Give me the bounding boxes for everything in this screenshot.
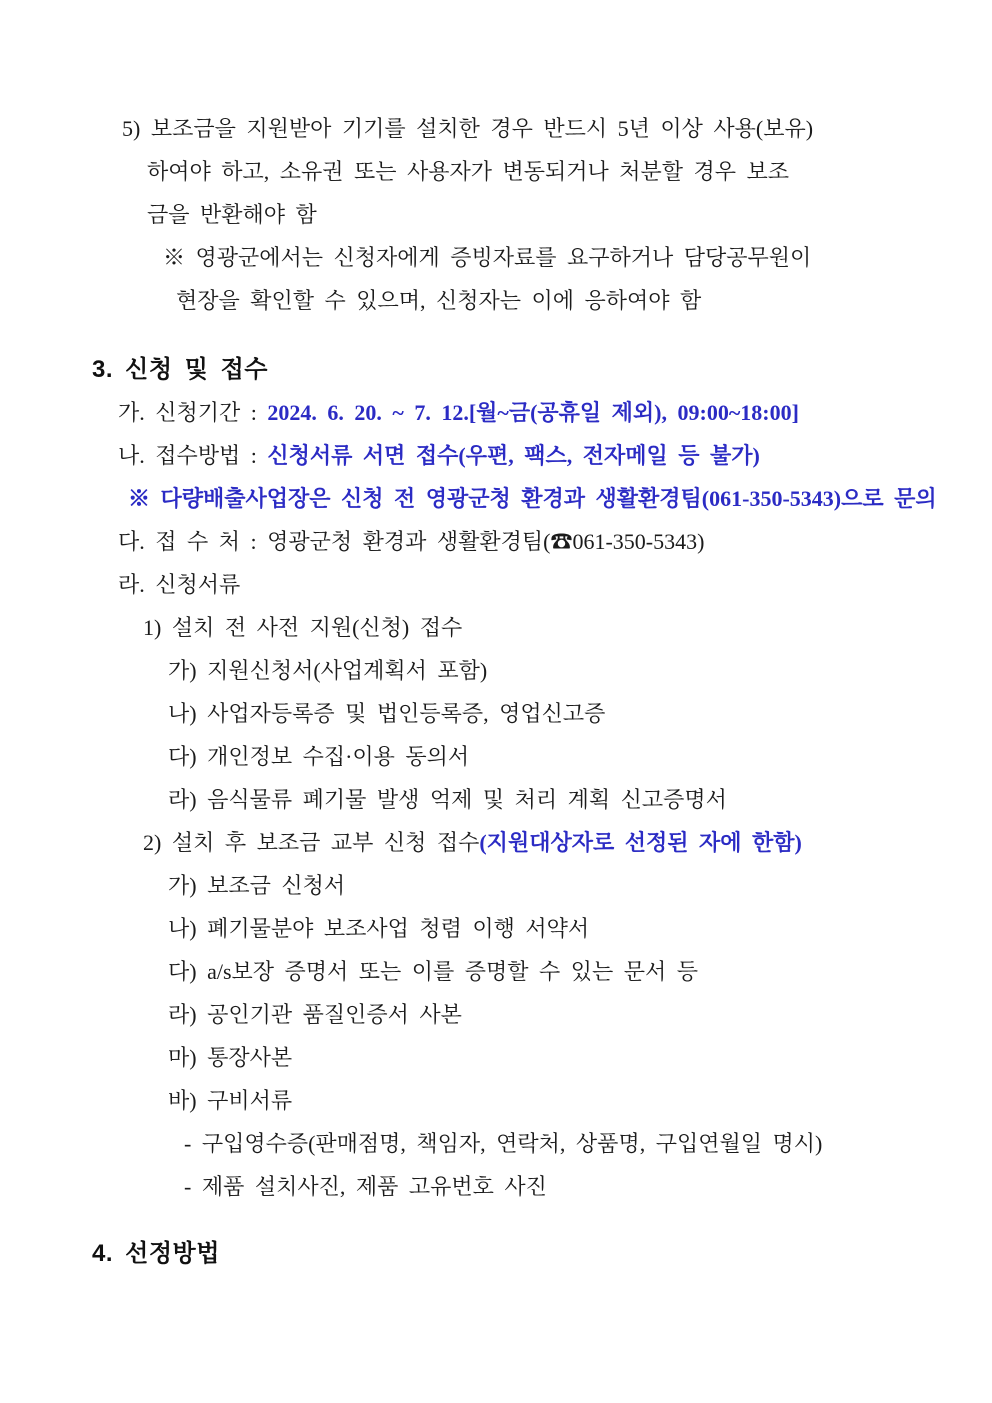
item5-line-3: 금을 반환해야 함 (147, 202, 317, 227)
section4-heading: 4. 선정방법 (92, 1240, 220, 1267)
required-doc-photos: - 제품 설치사진, 제품 고유번호 사진 (184, 1174, 547, 1199)
post-install-item-ma: 마) 통장사본 (168, 1045, 293, 1070)
post-install-item-ba: 바) 구비서류 (168, 1088, 293, 1113)
reception-method-line (0, 434, 992, 477)
reception-method-label: 나. 접수방법 : (118, 443, 268, 468)
item5-line-1: 5) 보조금을 지원받아 기기를 설치한 경우 반드시 5년 이상 사용(보유) (122, 116, 814, 141)
pre-install-item-na: 나) 사업자등록증 및 법인등록증, 영업신고증 (168, 701, 606, 726)
item5-note-line-1: ※ 영광군에서는 신청자에게 증빙자료를 요구하거나 담당공무원이 (163, 245, 812, 270)
bulk-discharger-note: ※ 다량배출사업장은 신청 전 영광군청 환경과 생활환경팀(061-350-5343)으로 문의 (128, 486, 937, 511)
item5-line-2: 하여야 하고, 소유권 또는 사용자가 변동되거나 처분할 경우 보조 (147, 159, 790, 184)
post-install-title (0, 821, 992, 864)
reception-office-line: 다. 접 수 처 : 영광군청 환경과 생활환경팀(☎061-350-5343) (118, 529, 705, 554)
required-doc-receipt: - 구입영수증(판매점명, 책임자, 연락처, 상품명, 구입연월일 명시) (184, 1131, 823, 1156)
pre-install-item-da: 다) 개인정보 수집·이용 동의서 (168, 744, 470, 769)
pre-install-item-ra: 라) 음식물류 폐기물 발생 억제 및 처리 계획 신고증명서 (168, 787, 727, 812)
pre-install-item-ga: 가) 지원신청서(사업계획서 포함) (168, 658, 488, 683)
post-install-item-na: 나) 폐기물분야 보조사업 청렴 이행 서약서 (168, 916, 590, 941)
pre-install-title: 1) 설치 전 사전 지원(신청) 접수 (143, 615, 463, 640)
post-install-title-note: (지원대상자로 선정된 자에 한함) (479, 830, 802, 855)
item5-note-line-2: 현장을 확인할 수 있으며, 신청자는 이에 응하여야 함 (176, 288, 702, 313)
post-install-item-ga: 가) 보조금 신청서 (168, 873, 346, 898)
section3-heading: 3. 신청 및 접수 (92, 356, 268, 383)
reception-method-value: 신청서류 서면 접수(우편, 팩스, 전자메일 등 불가) (267, 443, 760, 468)
post-install-title-main: 2) 설치 후 보조금 교부 신청 접수 (143, 830, 480, 855)
application-period-label: 가. 신청기간 : (118, 400, 268, 425)
post-install-item-da: 다) a/s보장 증명서 또는 이를 증명할 수 있는 문서 등 (168, 959, 699, 984)
post-install-item-ra: 라) 공인기관 품질인증서 사본 (168, 1002, 462, 1027)
application-period-value: 2024. 6. 20. ~ 7. 12.[월~금(공휴일 제외), 09:00~18:00] (267, 400, 799, 425)
application-documents-label: 라. 신청서류 (118, 572, 241, 597)
application-period-line (0, 391, 992, 434)
